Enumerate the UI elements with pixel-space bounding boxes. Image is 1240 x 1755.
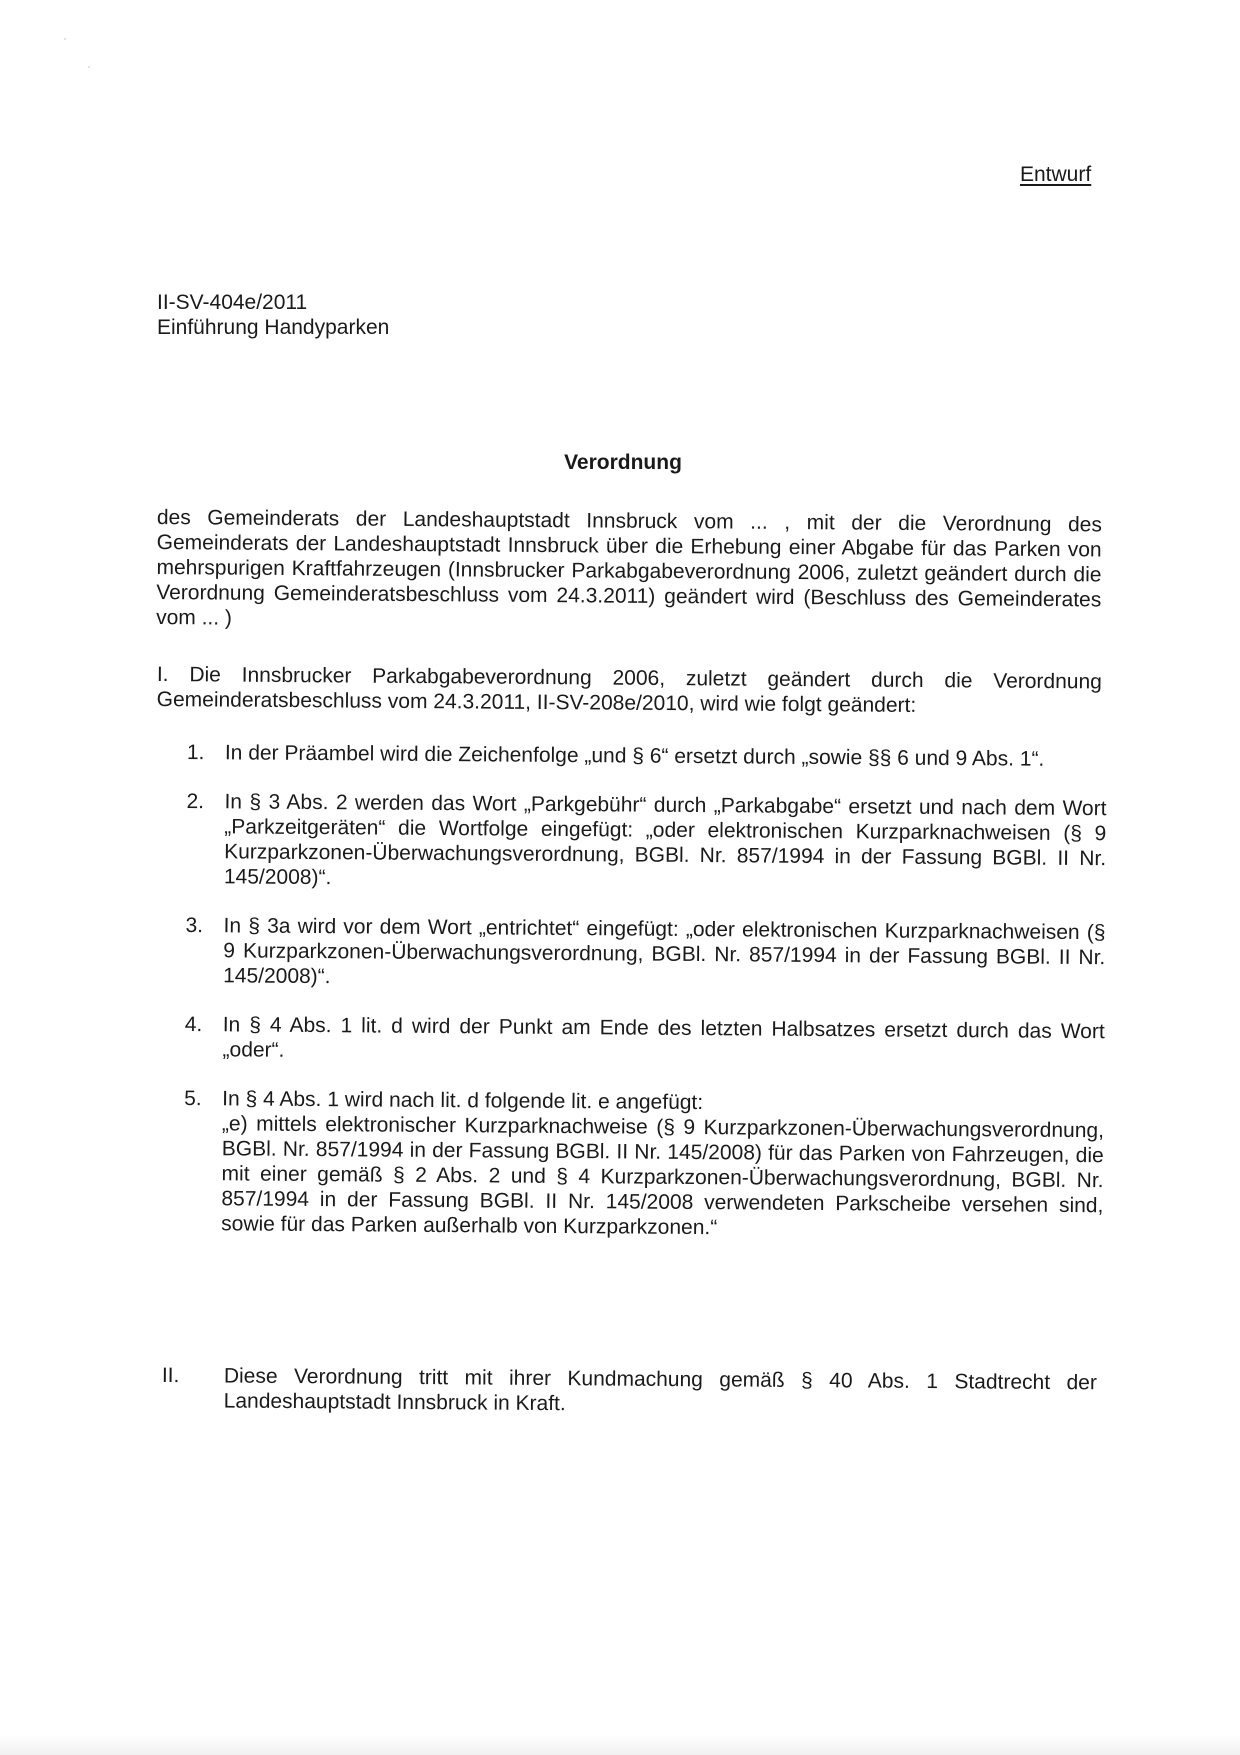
amendment-number: 5. (184, 1086, 202, 1111)
section-two-text: Diese Verordnung tritt mit ihrer Kundmachung gemäß § 40 Abs. 1 Stadtrecht der Landeshauptstadt Innsbruck in Kraft. (223, 1364, 1097, 1416)
amendment-number: 4. (184, 1012, 203, 1037)
scan-artifact (64, 38, 66, 40)
scan-artifact (88, 66, 90, 68)
amendment-number: 2. (186, 789, 205, 814)
draft-label: Entwurf (1020, 163, 1092, 186)
amendment-item-2 (186, 789, 1107, 896)
amendment-text: In der Präambel wird die Zeichenfolge „und § 6“ ersetzt durch „sowie §§ 6 und 9 Abs. 1“. (224, 741, 1045, 771)
scan-edge-shadow (0, 1735, 1240, 1755)
section-two-number: II. (161, 1364, 180, 1388)
amendment-number: 1. (186, 740, 205, 765)
document-title: Verordnung (564, 451, 682, 474)
amendment-item-5 (183, 1086, 1104, 1243)
amendment-item-3 (185, 913, 1106, 995)
amendment-item-1 (187, 740, 1107, 772)
intro-paragraph: des Gemeinderats der Landeshauptstadt Innsbruck vom ... , mit der die Verordnung des Gemeinderats der Landeshauptstadt Innsbruck über die Erhebung einer Abgabe für das Parken von mehrspurigen Kraftfahrzeugen (Innsbrucker Parkabgabeverordnung 2006, zuletzt geändert durch die Verordnung Gemeinderatsbeschluss vom 24.3.2011) geändert wird (Beschluss des Gemeinderates vom ... ) (156, 505, 1102, 630)
amendment-number: 3. (185, 913, 204, 938)
amendment-item-4 (184, 1012, 1104, 1069)
subject-line: Einführung Handyparken (157, 316, 390, 339)
section-one-paragraph: I. Die Innsbrucker Parkabgabeverordnung 2006, zuletzt geändert durch die Verordnung Gemeinderatsbeschluss vom 24.3.2011, II-SV-208e/2010, wird wie folgt geändert: (156, 662, 1102, 717)
amendment-text: In § 3a wird vor dem Wort „entrichtet“ eingefügt: „oder elektronischen Kurzparknachweisen (§ 9 Kurzparkzonen-Überwachungsverordnung, BGBl. Nr. 857/1994 in der Fassung BGBl. II Nr. 145/2008)“. (223, 914, 1106, 989)
amendment-list (183, 740, 1107, 1243)
amendment-quote: „e) mittels elektronischer Kurzparknachweise (§ 9 Kurzparkzonen-Überwachungsverordnung, BGBl. Nr. 857/1994 in der Fassung BGBl. II Nr. 145/2008) für das Parken von Fahrzeugen, die mit einer gemäß § 2 Abs. 2 und § 4 Kurzparkzonen-Überwachungsverordnung, BGBl. Nr. 857/1994 in der Fassung BGBl. II Nr. 145/2008 verwendeten Parkscheibe versehen sind, sowie für das Parken außerhalb von Kurzparkzonen.“ (221, 1112, 1105, 1240)
reference-block (157, 290, 389, 340)
amendment-text: In § 3 Abs. 2 werden das Wort „Parkgebühr“ durch „Parkabgabe“ ersetzt und nach dem Wort „Parkzeitgeräten“ die Wortfolge eingefügt: „oder elektronischen Kurzparknachweisen (§ 9 Kurzparkzonen-Überwachungsverordnung, BGBl. Nr. 857/1994 in der Fassung BGBl. II Nr. 145/2008)“. (223, 790, 1107, 890)
amendment-text: In § 4 Abs. 1 wird nach lit. d folgende lit. e angefügt: (222, 1087, 704, 1115)
amendment-text: In § 4 Abs. 1 lit. d wird der Punkt am Ende des letzten Halbsatzes ersetzt durch das Wort „oder“. (222, 1013, 1105, 1062)
file-number: II-SV-404e/2011 (157, 291, 308, 314)
section-two-paragraph (162, 1363, 1097, 1420)
